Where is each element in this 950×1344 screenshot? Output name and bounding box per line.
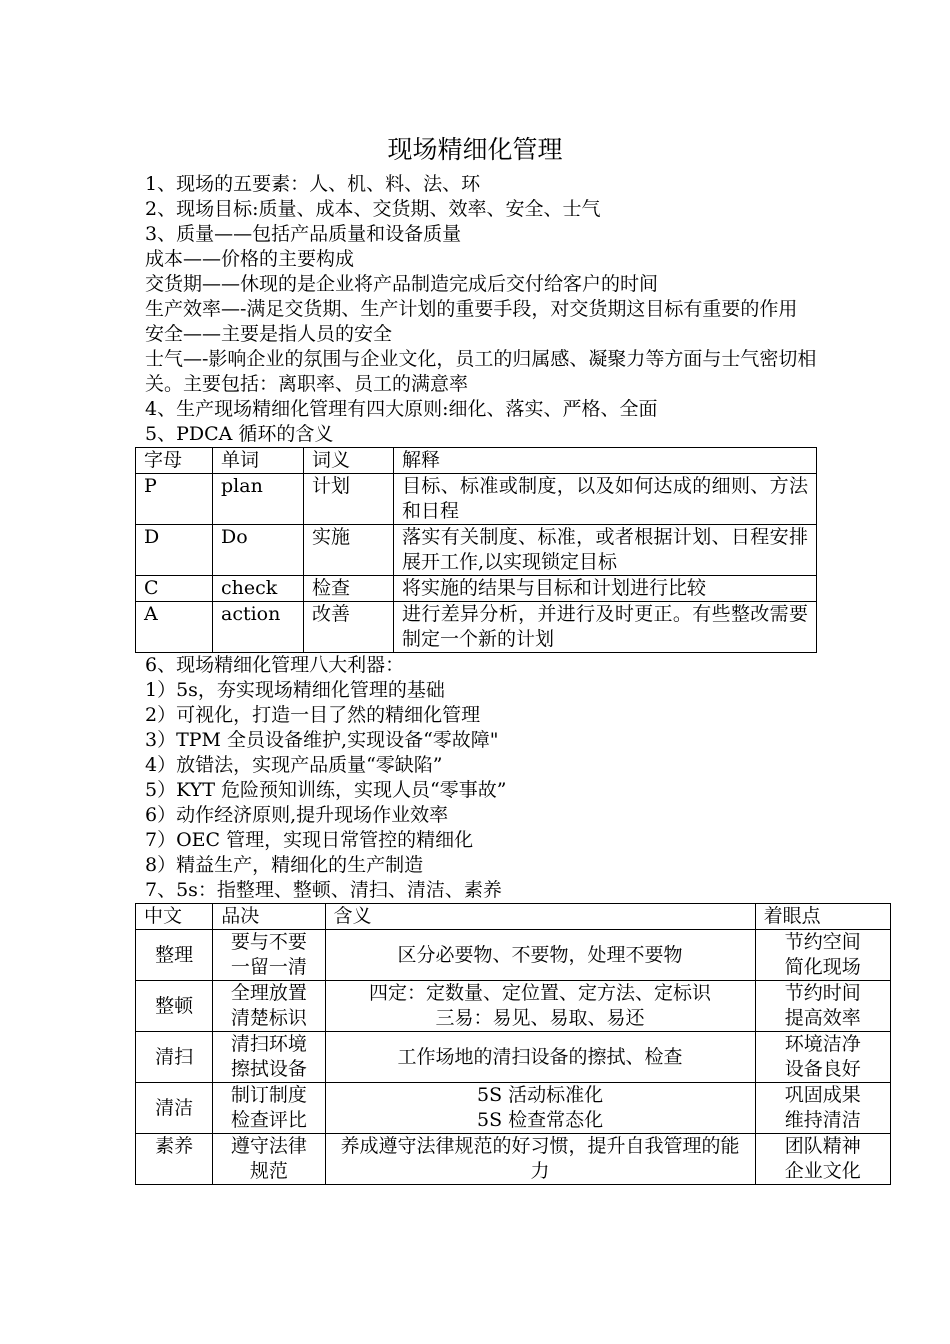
- table-cell: 计划: [304, 474, 394, 525]
- 5s-table: [135, 903, 891, 1185]
- table-row: [136, 1083, 891, 1134]
- table-header-cell: 词义: [304, 448, 394, 474]
- table-header-cell: 单词: [213, 448, 304, 474]
- cell-line: 区分必要物、不要物，处理不要物: [397, 943, 683, 966]
- cell-line: 5S 检查常态化: [476, 1109, 604, 1131]
- table-cell: P: [136, 474, 213, 525]
- text-line: 4、生产现场精细化管理有四大原则:细化、落实、严格、全面: [145, 398, 658, 420]
- table-header-row: [136, 904, 891, 930]
- cell-line: 清扫环境: [230, 1033, 307, 1055]
- table-cell: plan: [213, 474, 304, 525]
- cell-line: 清楚标识: [230, 1007, 307, 1029]
- table-header-cell: 着眼点: [755, 904, 890, 930]
- text-line: 3、质量——包括产品质量和设备质量: [145, 223, 462, 245]
- table-cell: 实施: [304, 525, 394, 576]
- table-cell: 目标、标准或制度，以及如何达成的细则、方法和日程: [394, 474, 817, 525]
- text-line: 5）KYT 危险预知训练，实现人员“零事故”: [145, 779, 507, 801]
- table-cell: [755, 930, 890, 981]
- table-cell: [213, 930, 325, 981]
- cell-line: 设备良好: [784, 1058, 861, 1080]
- cell-line: 一留一清: [230, 956, 307, 978]
- text-line: 士气—-影响企业的氛围与企业文化，员工的归属感、凝聚力等方面与士气密切相关。主要包括：离职率、员工的满意率: [145, 348, 817, 395]
- text-line: 2）可视化，打造一目了然的精细化管理: [145, 704, 481, 726]
- cell-line: 简化现场: [784, 956, 861, 978]
- cell-line: 节约空间: [784, 931, 861, 953]
- table-header-cell: 含义: [325, 904, 755, 930]
- table-cell: [325, 1032, 755, 1083]
- table-cell: 清扫: [136, 1032, 213, 1083]
- text-line: 7、5s：指整理、整顿、清扫、清洁、素养: [145, 879, 502, 901]
- cell-line: 四定：定数量、定位置、定方法、定标识: [369, 982, 712, 1004]
- text-line: 5、PDCA 循环的含义: [145, 423, 334, 445]
- cell-line: 擦拭设备: [230, 1058, 307, 1080]
- table-cell: 改善: [304, 602, 394, 653]
- table-cell: check: [213, 576, 304, 602]
- table-cell: 整理: [136, 930, 213, 981]
- table-cell: [755, 1032, 890, 1083]
- cell-line: 巩固成果: [784, 1084, 861, 1106]
- table-row: [136, 602, 817, 653]
- table-cell: [213, 1134, 325, 1185]
- cell-line: 规范: [249, 1160, 288, 1182]
- text-line: 4）放错法，实现产品质量“零缺陷”: [145, 754, 443, 776]
- text-line: 6）动作经济原则,提升现场作业效率: [145, 804, 449, 826]
- table-header-cell: 中文: [136, 904, 213, 930]
- cell-line: 遵守法律: [230, 1135, 307, 1157]
- cell-line: 提高效率: [784, 1007, 861, 1029]
- table-row: [136, 930, 891, 981]
- pdca-table: [135, 447, 817, 653]
- table-row: [136, 525, 817, 576]
- document-body: [144, 172, 861, 1185]
- table-header-cell: 字母: [136, 448, 213, 474]
- table-header-row: [136, 448, 817, 474]
- document-title: 现场精细化管理: [387, 135, 563, 164]
- table-row: [136, 1032, 891, 1083]
- cell-line: 三易：易见、易取、易还: [435, 1007, 645, 1029]
- text-line: 交货期——休现的是企业将产品制造完成后交付给客户的时间: [145, 273, 659, 295]
- text-line: 成本——价格的主要构成: [145, 248, 355, 270]
- table-cell: C: [136, 576, 213, 602]
- table-cell: 落实有关制度、标准，或者根据计划、日程安排展开工作,以实现锁定目标: [394, 525, 817, 576]
- text-line: 6、现场精细化管理八大利器：: [145, 654, 405, 676]
- cell-line: 维持清洁: [784, 1109, 861, 1131]
- table-cell: [325, 981, 755, 1032]
- table-cell: A: [136, 602, 213, 653]
- table-cell: [755, 1083, 890, 1134]
- table-cell: action: [213, 602, 304, 653]
- text-line: 7）OEC 管理，实现日常管控的精细化: [145, 829, 474, 851]
- cell-line: 节约时间: [784, 982, 861, 1004]
- table-cell: [755, 981, 890, 1032]
- text-line: 2、现场目标:质量、成本、交货期、效率、安全、士气: [145, 198, 601, 220]
- table-cell: 整顿: [136, 981, 213, 1032]
- table-cell: 进行差异分析，并进行及时更正。有些整改需要制定一个新的计划: [394, 602, 817, 653]
- cell-line: 养成遵守法律规范的好习惯，提升自我管理的能力: [340, 1135, 740, 1182]
- cell-line: 企业文化: [784, 1160, 861, 1182]
- cell-line: 要与不要: [230, 931, 307, 953]
- table-cell: [755, 1134, 890, 1185]
- cell-line: 全理放置: [230, 982, 307, 1004]
- text-line: 8）精益生产，精细化的生产制造: [145, 854, 424, 876]
- text-line: 1、现场的五要素：人、机、料、法、环: [145, 173, 481, 195]
- table-row: [136, 576, 817, 602]
- cell-line: 工作场地的清扫设备的擦拭、检查: [397, 1045, 683, 1068]
- cell-line: 环境洁净: [784, 1033, 861, 1055]
- table-cell: 将实施的结果与目标和计划进行比较: [394, 576, 817, 602]
- table-row: [136, 474, 817, 525]
- cell-line: 制订制度: [230, 1084, 307, 1106]
- table-row: [136, 1134, 891, 1185]
- text-line: 3）TPM 全员设备维护,实现设备“零故障": [145, 729, 499, 751]
- table-cell: D: [136, 525, 213, 576]
- cell-line: 检查评比: [230, 1109, 307, 1131]
- table-cell: [213, 981, 325, 1032]
- table-header-cell: 解释: [394, 448, 817, 474]
- text-line: 1）5s，夯实现场精细化管理的基础: [145, 679, 445, 701]
- table-header-cell: 品决: [213, 904, 325, 930]
- cell-line: 5S 活动标准化: [476, 1084, 604, 1106]
- cell-line: 团队精神: [784, 1135, 861, 1157]
- text-line: 生产效率—-满足交货期、生产计划的重要手段，对交货期这目标有重要的作用: [145, 298, 798, 320]
- table-cell: [325, 1134, 755, 1185]
- text-line: 安全——主要是指人员的安全: [145, 323, 393, 345]
- table-cell: [325, 930, 755, 981]
- table-cell: 清洁: [136, 1083, 213, 1134]
- table-cell: [325, 1083, 755, 1134]
- table-cell: 检查: [304, 576, 394, 602]
- table-row: [136, 981, 891, 1032]
- table-cell: [213, 1083, 325, 1134]
- table-cell: 素养: [136, 1134, 213, 1185]
- table-cell: [213, 1032, 325, 1083]
- table-cell: Do: [213, 525, 304, 576]
